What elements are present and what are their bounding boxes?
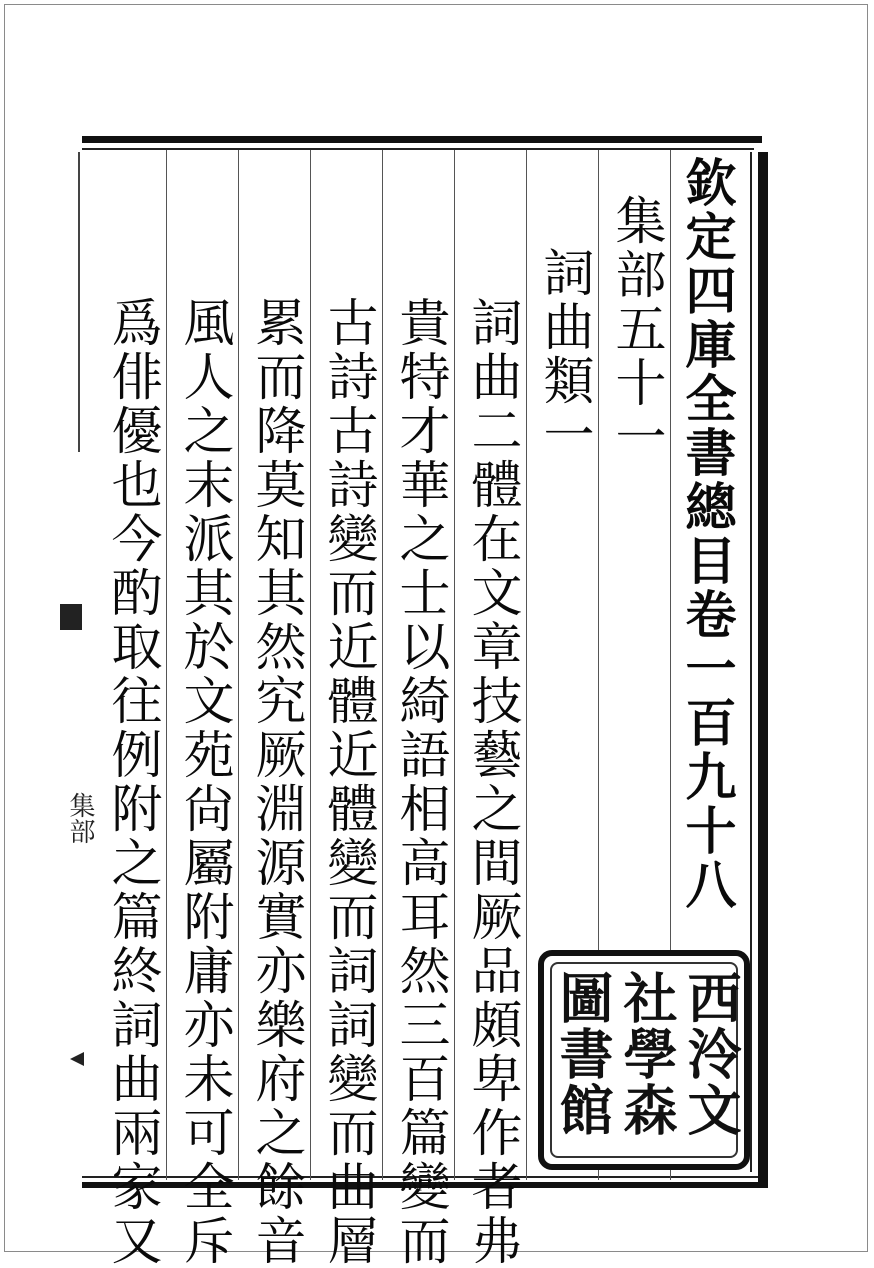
column-divider [166, 150, 167, 1180]
text-line: 貴特才華之士以綺語相高耳然三百篇變而 [390, 296, 449, 1268]
text-line: 累而降莫知其然究厥淵源實亦樂府之餘音 [246, 296, 305, 1268]
margin-block-mark [60, 604, 82, 630]
column-divider [454, 150, 455, 1180]
text-line: 古詩古詩變而近體近體變而詞詞變而曲層 [318, 296, 377, 1268]
text-line: 詞曲二體在文章技藝之間厥品頗卑作者弗 [462, 296, 521, 1268]
column-divider [382, 150, 383, 1180]
library-seal-stamp [538, 950, 750, 1170]
seal-column: 圖書館 [551, 970, 615, 1138]
column-divider [238, 150, 239, 1180]
column-divider [310, 150, 311, 1180]
section-heading: 集部五十一 [606, 194, 665, 464]
frame-right-rule [758, 152, 768, 1182]
frame-top-rule [82, 136, 762, 143]
text-line: 爲俳優也今酌取往例附之篇終詞曲兩家又 [102, 296, 161, 1268]
left-margin [0, 152, 95, 1152]
margin-label: 集部 [65, 792, 95, 844]
frame-right-thin-rule [750, 152, 752, 1172]
seal-column: 社學森 [615, 970, 679, 1138]
margin-rule [78, 152, 80, 452]
volume-title: 欽定四庫全書總目卷一百九十八 [676, 156, 736, 912]
column-divider [526, 150, 527, 1180]
seal-column: 西泠文 [679, 970, 743, 1138]
text-line: 風人之末派其於文苑尙屬附庸亦未可全斥 [174, 296, 233, 1268]
category-heading: 詞曲類一 [534, 246, 593, 462]
